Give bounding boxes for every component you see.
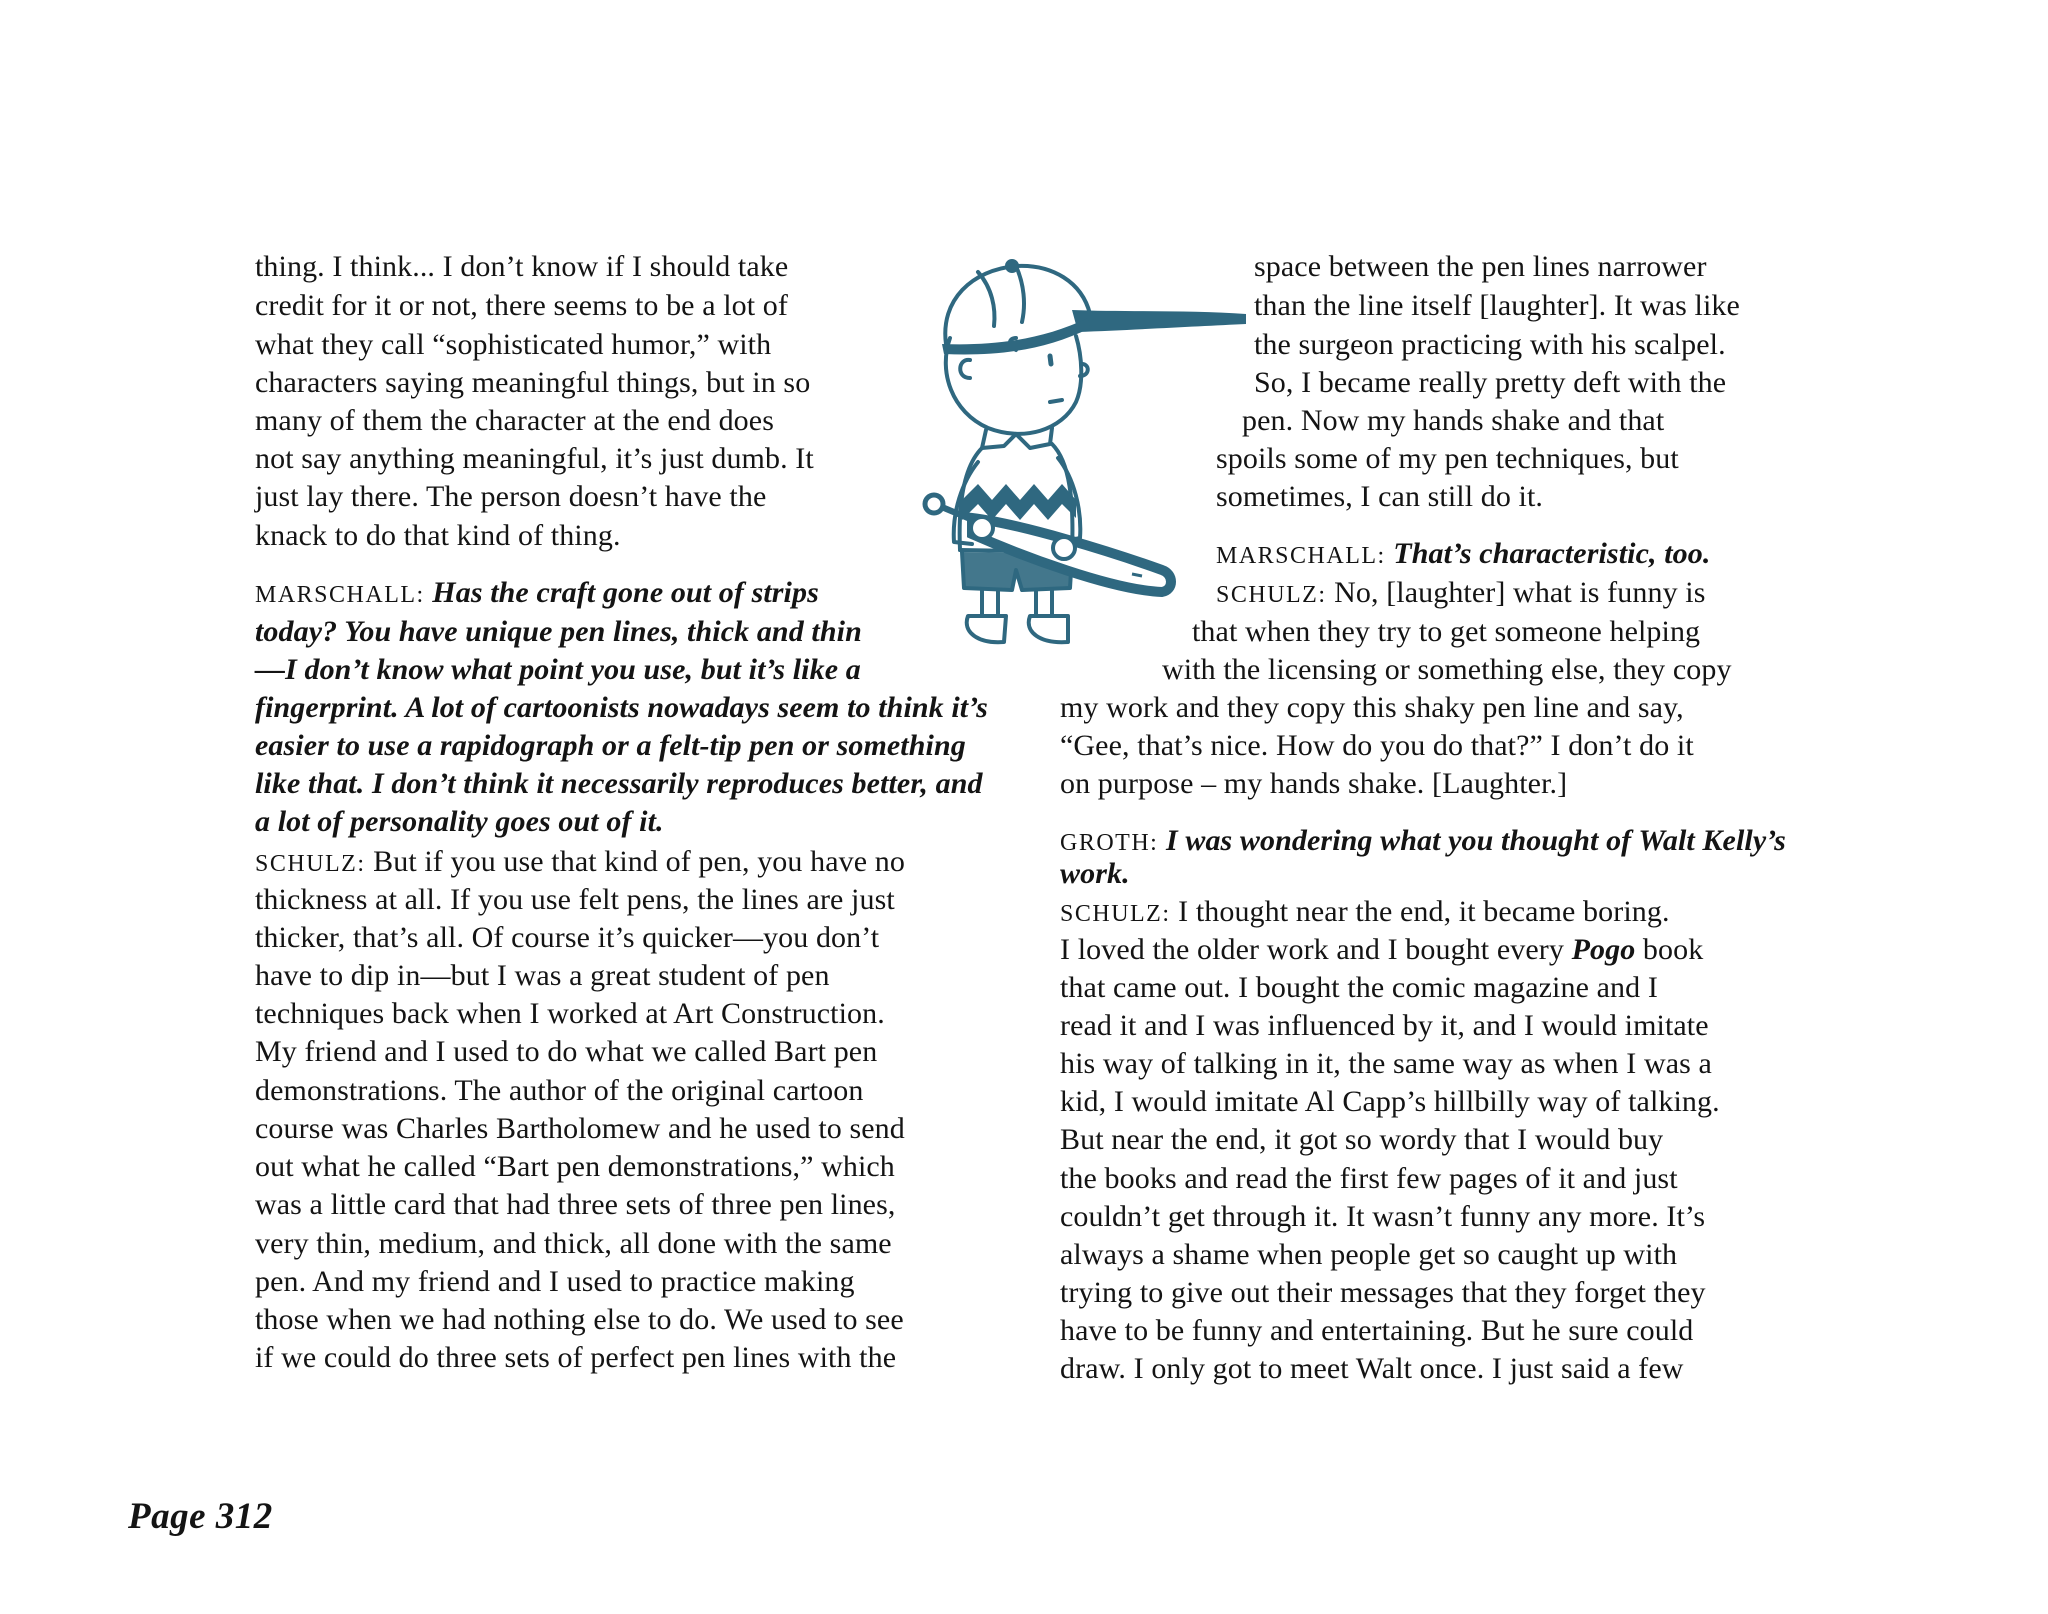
text-line: trying to give out their messages that they forget they	[1060, 1276, 1706, 1309]
text-line: out what he called “Bart pen demonstrations,” which	[255, 1150, 895, 1183]
text-line: on purpose – my hands shake. [Laughter.]	[1060, 767, 1568, 800]
text-line: the surgeon practicing with his scalpel.	[1254, 328, 1726, 361]
text-line: thickness at all. If you use felt pens, the lines are just	[255, 883, 895, 916]
question-line: a lot of personality goes out of it.	[255, 805, 664, 838]
question-text: Has the craft gone out of strips	[432, 576, 819, 609]
text-line: sometimes, I can still do it.	[1216, 480, 1544, 513]
text-line: draw. I only got to meet Walt once. I just said a few	[1060, 1352, 1684, 1385]
speaker-label: GROTH:	[1060, 830, 1159, 856]
speaker-label: MARSCHALL:	[1216, 543, 1386, 569]
speaker-label: SCHULZ:	[1216, 582, 1327, 608]
text-line: “Gee, that’s nice. How do you do that?” I don’t do it	[1060, 729, 1694, 762]
text-line	[1060, 931, 1703, 969]
text-line: what they call “sophisticated humor,” with	[255, 328, 772, 361]
text-line: with the licensing or something else, they copy	[1162, 653, 1732, 686]
text-line: couldn’t get through it. It wasn’t funny any more. It’s	[1060, 1200, 1706, 1233]
page-number: Page 312	[128, 1496, 273, 1537]
text-line: than the line itself [laughter]. It was like	[1254, 289, 1740, 322]
text-line	[1060, 893, 1670, 933]
speaker-label: MARSCHALL:	[255, 582, 425, 608]
question-line: —I don’t know what point you use, but it’s like a	[255, 653, 861, 686]
text-line: that came out. I bought the comic magazine and I	[1060, 971, 1658, 1004]
text-line: always a shame when people get so caught up with	[1060, 1238, 1678, 1271]
text-line: many of them the character at the end does	[255, 404, 774, 437]
answer-text: No, [laughter] what is funny is	[1334, 576, 1706, 609]
right-shoe	[1029, 616, 1068, 642]
left-shoe	[967, 616, 1006, 642]
text-line: My friend and I used to do what we called Bart pen	[255, 1035, 878, 1068]
question-line: fingerprint. A lot of cartoonists nowadays seem to think it’s	[255, 691, 988, 724]
text-line: So, I became really pretty deft with the	[1254, 366, 1727, 399]
text-line: spoils some of my pen techniques, but	[1216, 442, 1679, 475]
text-line: credit for it or not, there seems to be a lot of	[255, 289, 788, 322]
book-title-pogo: Pogo	[1571, 933, 1636, 966]
text-line: very thin, medium, and thick, all done with the same	[255, 1227, 892, 1260]
text-line: kid, I would imitate Al Capp’s hillbilly way of talking.	[1060, 1085, 1720, 1118]
text-line: pen. And my friend and I used to practice making	[255, 1265, 855, 1298]
text-line	[1216, 574, 1706, 614]
question-line: work.	[1060, 857, 1130, 890]
text-line: his way of talking in it, the same way as when I was a	[1060, 1047, 1712, 1080]
text-line	[255, 843, 905, 883]
text-line: have to dip in—but I was a great student of pen	[255, 959, 830, 992]
text-line	[1060, 822, 1786, 862]
text-line: just lay there. The person doesn’t have the	[255, 480, 767, 513]
text-line: techniques back when I worked at Art Construction.	[255, 997, 885, 1030]
text-line: pen. Now my hands shake and that	[1242, 404, 1665, 437]
cap-brim	[1072, 310, 1246, 332]
text-line: But near the end, it got so wordy that I would buy	[1060, 1123, 1664, 1156]
text-line: my work and they copy this shaky pen line and say,	[1060, 691, 1684, 724]
question-line: today? You have unique pen lines, thick and thin	[255, 615, 862, 648]
speaker-label: SCHULZ:	[255, 851, 366, 877]
answer-text: But if you use that kind of pen, you have no	[373, 845, 905, 878]
charlie-brown-illustration	[912, 252, 1248, 662]
text-line: knack to do that kind of thing.	[255, 519, 621, 552]
text-line: have to be funny and entertaining. But he sure could	[1060, 1314, 1694, 1347]
question-text: I was wondering what you thought of Walt Kelly’s	[1165, 824, 1786, 857]
text-segment: book	[1635, 933, 1704, 966]
text-line: if we could do three sets of perfect pen lines with the	[255, 1341, 897, 1374]
question-line: easier to use a rapidograph or a felt-tip pen or something	[255, 729, 966, 762]
text-line	[255, 574, 819, 614]
text-line: was a little card that had three sets of three pen lines,	[255, 1188, 896, 1221]
answer-text: I thought near the end, it became boring.	[1178, 895, 1670, 928]
text-line: not say anything meaningful, it’s just dumb. It	[255, 442, 814, 475]
text-line: course was Charles Bartholomew and he used to send	[255, 1112, 905, 1145]
text-line: those when we had nothing else to do. We used to see	[255, 1303, 904, 1336]
text-segment: I loved the older work and I bought every	[1060, 933, 1572, 966]
text-line: that when they try to get someone helping	[1192, 615, 1701, 648]
text-line: thicker, that’s all. Of course it’s quicker—you don’t	[255, 921, 880, 954]
speaker-label: SCHULZ:	[1060, 901, 1171, 927]
text-line	[1216, 535, 1710, 575]
text-line: demonstrations. The author of the original cartoon	[255, 1074, 864, 1107]
text-line: space between the pen lines narrower	[1254, 250, 1707, 283]
text-line: thing. I think... I don’t know if I should take	[255, 250, 789, 283]
text-line: characters saying meaningful things, but in so	[255, 366, 811, 399]
text-line: read it and I was influenced by it, and I would imitate	[1060, 1009, 1709, 1042]
question-text: That’s characteristic, too.	[1393, 537, 1711, 570]
question-line: like that. I don’t think it necessarily reproduces better, and	[255, 767, 983, 800]
text-line: the books and read the first few pages of it and just	[1060, 1162, 1678, 1195]
